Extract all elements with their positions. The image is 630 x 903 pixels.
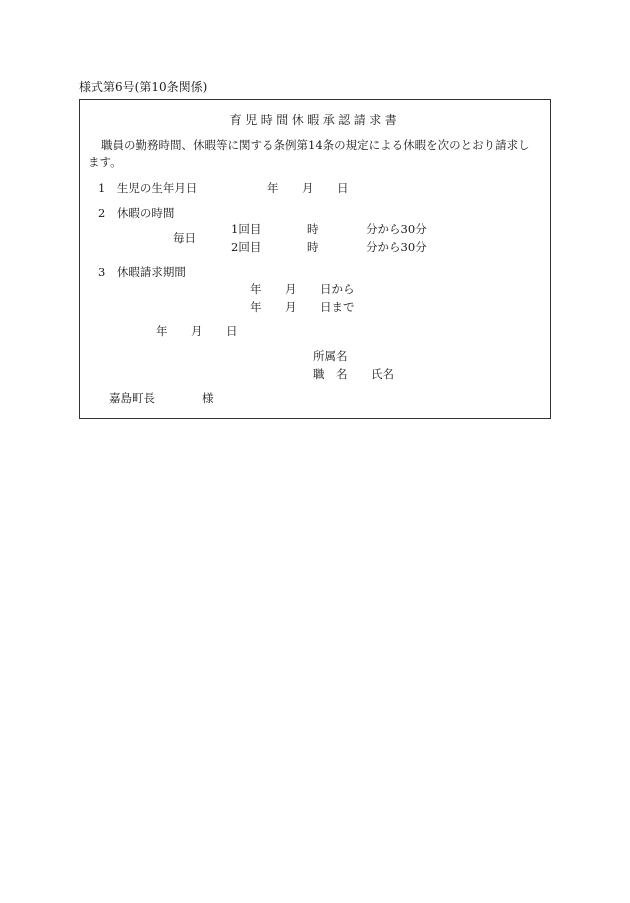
period-from-day: 日から [320,282,355,296]
addressee-honorific: 様 [202,391,214,405]
daily-label: 毎日 [173,231,196,245]
position-label: 職 名 [313,367,348,381]
first-minutes-field: 分から30分 [366,222,427,236]
first-hour-field: 時 [307,222,319,236]
section-2-label: 2 休暇の時間 [98,206,175,220]
intro-text [88,137,544,171]
birth-year-field: 年 [267,181,279,195]
period-to-day: 日まで [320,300,355,314]
section-3-label: 3 休暇請求期間 [98,265,186,279]
period-to-month: 月 [285,300,297,314]
request-day: 日 [226,324,238,338]
intro-line-1: 職員の勤務時間、休暇等に関する条例第14条の規定による休暇を次のとおり請求し [101,138,530,152]
request-month: 月 [191,324,203,338]
department-label: 所属名 [313,349,348,363]
request-form [79,99,551,419]
second-minutes-field: 分から30分 [366,240,427,254]
section-1-label: 1 生児の生年月日 [98,181,198,195]
form-number: 様式第6号(第10条関係) [79,80,208,94]
intro-line-2: ます。 [88,155,122,169]
request-year: 年 [156,324,168,338]
second-hour-field: 時 [307,240,319,254]
name-label: 氏名 [371,367,394,381]
period-from-month: 月 [285,282,297,296]
period-from-year: 年 [250,282,262,296]
addressee-name: 嘉島町長 [109,391,155,405]
form-title: 育児時間休暇承認請求書 [229,113,401,127]
first-time-label: 1回目 [231,222,262,236]
birth-day-field: 日 [337,181,349,195]
period-to-year: 年 [250,300,262,314]
birth-month-field: 月 [302,181,314,195]
second-time-label: 2回目 [231,240,262,254]
